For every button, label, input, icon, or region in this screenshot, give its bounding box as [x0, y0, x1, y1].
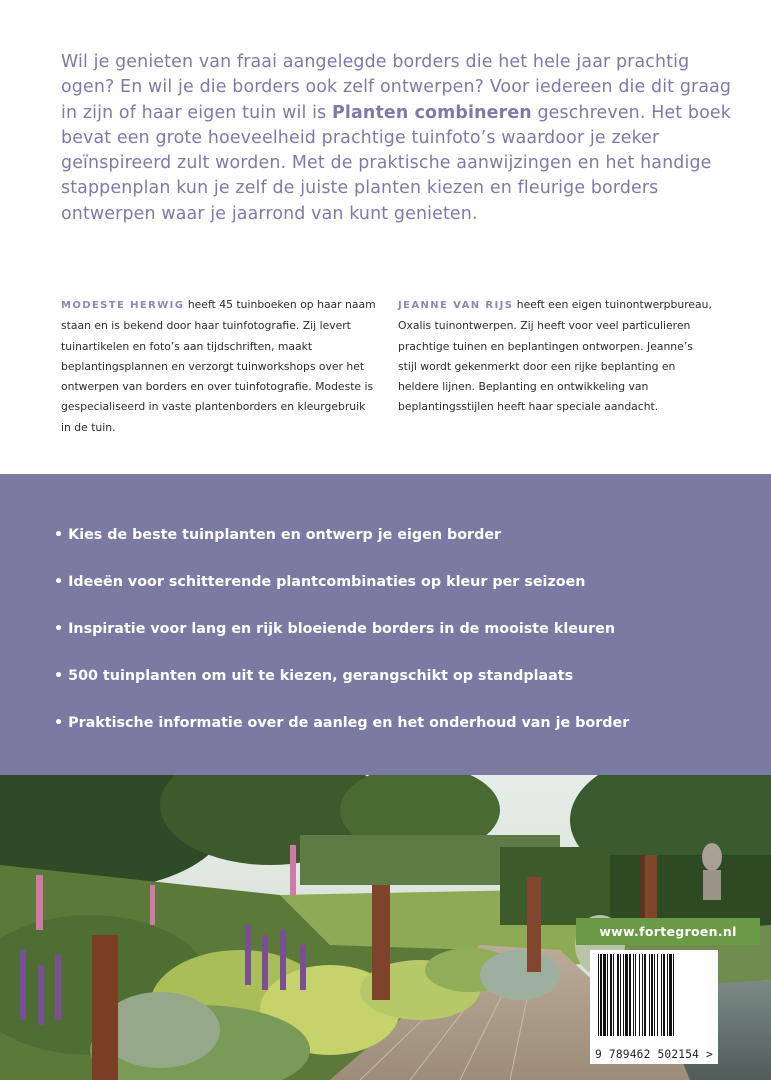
feature-item: • Ideeën voor schitterende plantcombinaties op kleur per seizoen	[54, 574, 586, 590]
feature-item: • Praktische informatie over de aanleg en het onderhoud van je border	[54, 715, 630, 731]
intro-text-start: Wil je genieten van fraai aangelegde borders die het hele jaar prachtig ogen? En wil je die borders ook zelf ontwerpen? Voor iedereen die dit graag in zijn of haar eigen tuin wil is	[61, 52, 732, 123]
barcode-bars	[590, 950, 718, 1050]
barcode-bar	[617, 954, 619, 1036]
author-bio-jeanne	[398, 295, 713, 418]
barcode-bar	[657, 954, 658, 1036]
barcode-bar	[661, 954, 662, 1036]
barcode-bar	[642, 954, 643, 1036]
feature-list	[54, 526, 629, 761]
author-name-jeanne: JEANNE VAN RIJS	[398, 300, 514, 311]
barcode	[590, 950, 718, 1064]
barcode-bar	[663, 954, 665, 1036]
barcode-bar	[667, 954, 668, 1036]
book-title-inline: Planten combineren	[332, 102, 532, 123]
feature-item: • Kies de beste tuinplanten en ontwerp je eigen border	[54, 527, 502, 543]
author-bio-text: heeft 45 tuinboeken op haar naam staan en is bekend door haar tuinfotografie. Zij levert tuinartikelen en foto’s aan tijdschriften, maakt beplantingsplannen en verzorgt tuinworkshops over het ontwerpen van borders en over tuinfotografie. Modeste is gespecialiseerd in vaste plantenborders en kleurgebruik in de tuin.	[61, 298, 376, 434]
author-name-modeste: MODESTE HERWIG	[61, 300, 185, 311]
barcode-bar	[673, 954, 674, 1036]
feature-band	[0, 474, 771, 775]
barcode-bar	[649, 954, 650, 1036]
barcode-bar	[607, 954, 608, 1036]
intro-paragraph	[61, 50, 741, 227]
barcode-bar	[654, 954, 655, 1036]
feature-item: • 500 tuinplanten om uit te kiezen, gerangschikt op standplaats	[54, 668, 574, 684]
intro-text-end: geschreven. Het boek bevat een grote hoeveelheid prachtige tuinfoto’s waardoor je zeker geïnspireerd zult worden. Met de praktische aanwijzingen en het handige stappenplan kun je zelf de juiste planten kiezen en fleurige borders ontwerpen waar je jaarrond van kunt genieten.	[61, 102, 731, 224]
barcode-bar	[651, 954, 653, 1036]
barcode-bar	[598, 954, 599, 1036]
author-bio-modeste	[61, 295, 376, 438]
barcode-bar	[623, 954, 624, 1036]
top-section	[0, 0, 771, 474]
barcode-bar	[644, 954, 646, 1036]
website-label: www.fortegroen.nl	[576, 918, 760, 945]
barcode-bar	[625, 954, 628, 1036]
barcode-bar	[635, 954, 636, 1036]
author-bio-text: heeft een eigen tuinontwerpbureau, Oxalis tuinontwerpen. Zij heeft voor veel particulieren prachtige tuinen en beplantingen ontworpen. Jeanne’s stijl wordt gekenmerkt door een rijke beplanting en heldere lijnen. Beplanting en ontwikkeling van beplantingsstijlen heeft haar speciale aandacht.	[398, 298, 712, 414]
barcode-bar	[669, 954, 672, 1036]
barcode-bar	[613, 954, 614, 1036]
barcode-bar	[620, 954, 621, 1036]
barcode-bar	[629, 954, 631, 1036]
barcode-bar	[603, 954, 606, 1036]
feature-item: • Inspiratie voor lang en rijk bloeiende borders in de mooiste kleuren	[54, 621, 616, 637]
barcode-bar	[639, 954, 640, 1036]
barcode-bar	[610, 954, 612, 1036]
barcode-bar	[600, 954, 602, 1036]
barcode-bar	[633, 954, 634, 1036]
isbn-number: 9 789462 502154 >	[595, 1048, 713, 1061]
